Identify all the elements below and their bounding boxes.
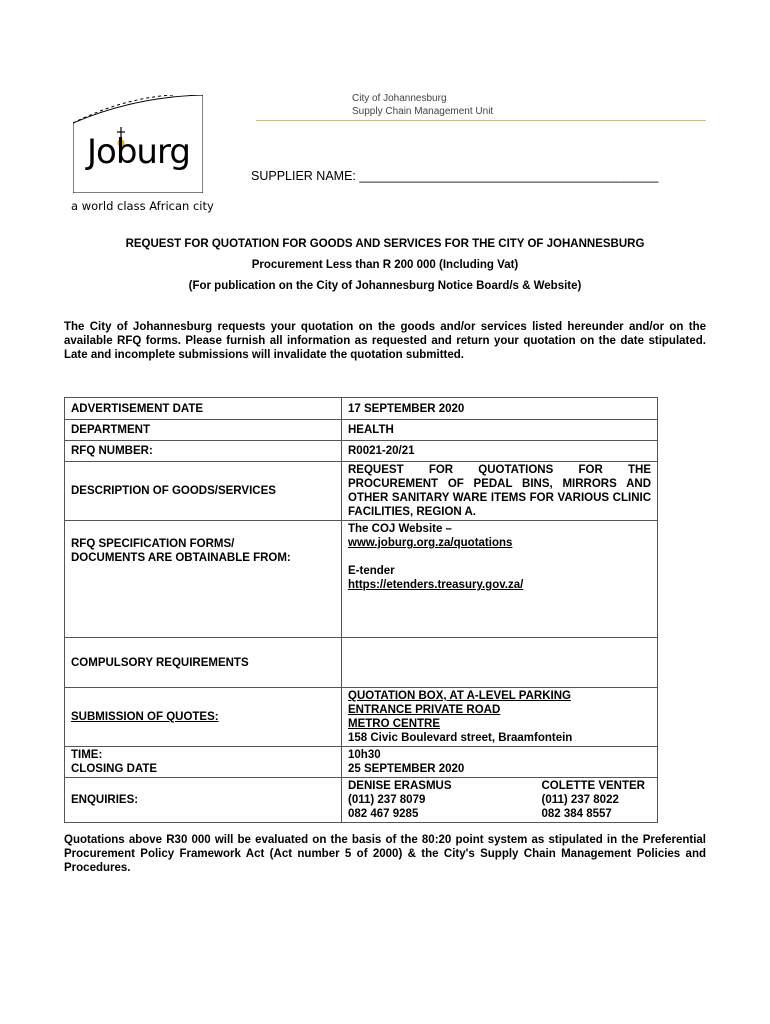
contact-denise: [348, 779, 452, 821]
etender-link[interactable]: https://etenders.treasury.gov.za/: [348, 579, 524, 591]
submission-line2: ENTRANCE PRIVATE ROAD: [348, 704, 501, 716]
description-label: DESCRIPTION OF GOODS/SERVICES: [65, 462, 342, 521]
table-row: [65, 462, 658, 521]
closing-date-label: CLOSING DATE: [71, 763, 158, 775]
table-row: [65, 638, 658, 688]
enquiries-value: [342, 778, 658, 823]
compulsory-requirements-label: COMPULSORY REQUIREMENTS: [65, 638, 342, 688]
contact-phone: 082 384 8557: [541, 808, 612, 820]
time-closing-value: [342, 747, 658, 778]
submission-line1: QUOTATION BOX, AT A-LEVEL PARKING: [348, 690, 571, 702]
advertisement-date-label: ADVERTISEMENT DATE: [65, 398, 342, 420]
submission-line4: 158 Civic Boulevard street, Braamfontein: [348, 732, 573, 744]
forms-label-line1: RFQ SPECIFICATION FORMS/: [71, 538, 235, 550]
forms-value: [342, 521, 658, 638]
header-divider: [256, 120, 706, 121]
department-label: DEPARTMENT: [65, 420, 342, 441]
intro-paragraph: The City of Johannesburg requests your quotation on the goods and/or services listed hereunder and/or on the available RFQ forms. Please furnish all information as requested and return your quotation on the date stipulated. Late and incomplete submissions will invalidate the quotation submitted.: [64, 321, 706, 361]
coj-website-label: The COJ Website –: [348, 523, 452, 535]
contact-phone: 082 467 9285: [348, 808, 419, 820]
forms-label: [65, 521, 342, 638]
contact-phone: (011) 237 8079: [348, 794, 426, 806]
logo-tagline: a world class African city: [71, 199, 214, 213]
advertisement-date-value: 17 SEPTEMBER 2020: [342, 398, 658, 420]
evaluation-note: Quotations above R30 000 will be evaluated on the basis of the 80:20 point system as stipulated in the Preferential Procurement Policy Framework Act (Act number 5 of 2000) & the City's Supply Chain Management Policies and Procedures.: [64, 834, 706, 874]
joburg-logo: [73, 95, 203, 193]
document-publication-note: (For publication on the City of Johannesburg Notice Board/s & Website): [188, 280, 582, 292]
contact-phone: (011) 237 8022: [541, 794, 619, 806]
submission-label: SUBMISSION OF QUOTES:: [65, 688, 342, 747]
description-value: REQUEST FOR QUOTATIONS FOR THE PROCUREMENT OF PEDAL BINS, MIRRORS AND OTHER SANITARY WARE ITEMS FOR VARIOUS CLINIC FACILITIES, REGION A.: [342, 462, 658, 521]
etender-label: E-tender: [348, 565, 395, 577]
coj-website-link[interactable]: www.joburg.org.za/quotations: [348, 537, 513, 549]
document-titles: [64, 236, 706, 299]
time-label: TIME:: [71, 749, 103, 761]
table-row: [65, 521, 658, 638]
logo-wordmark: Joburg: [87, 132, 190, 172]
submission-value: [342, 688, 658, 747]
document-subtitle: Procurement Less than R 200 000 (Including Vat): [251, 259, 519, 271]
table-row: [65, 420, 658, 441]
closing-date-value: 25 SEPTEMBER 2020: [348, 763, 465, 775]
forms-label-line2: DOCUMENTS ARE OBTAINABLE FROM:: [71, 552, 291, 564]
time-value: 10h30: [348, 749, 381, 761]
table-row: [65, 747, 658, 778]
rfq-number-label: RFQ NUMBER:: [65, 441, 342, 462]
submission-line3: METRO CENTRE: [348, 718, 440, 730]
contact-name: DENISE ERASMUS: [348, 780, 452, 792]
supplier-name-field: SUPPLIER NAME: ___________________________________________: [251, 169, 659, 183]
table-row: [65, 398, 658, 420]
enquiries-label: ENQUIRIES:: [65, 778, 342, 823]
header-organization: [352, 92, 493, 118]
time-closing-label: [65, 747, 342, 778]
compulsory-requirements-value: [342, 638, 658, 688]
table-row: [65, 688, 658, 747]
contact-name: COLETTE VENTER: [541, 780, 645, 792]
table-row: [65, 778, 658, 823]
table-row: [65, 441, 658, 462]
department-value: HEALTH: [342, 420, 658, 441]
rfq-number-value: R0021-20/21: [342, 441, 658, 462]
document-title: REQUEST FOR QUOTATION FOR GOODS AND SERVICES FOR THE CITY OF JOHANNESBURG: [125, 238, 645, 250]
org-name: City of Johannesburg: [352, 93, 447, 104]
contact-colette: [541, 779, 645, 821]
org-unit: Supply Chain Management Unit: [352, 106, 494, 117]
rfq-details-table: [64, 397, 658, 823]
